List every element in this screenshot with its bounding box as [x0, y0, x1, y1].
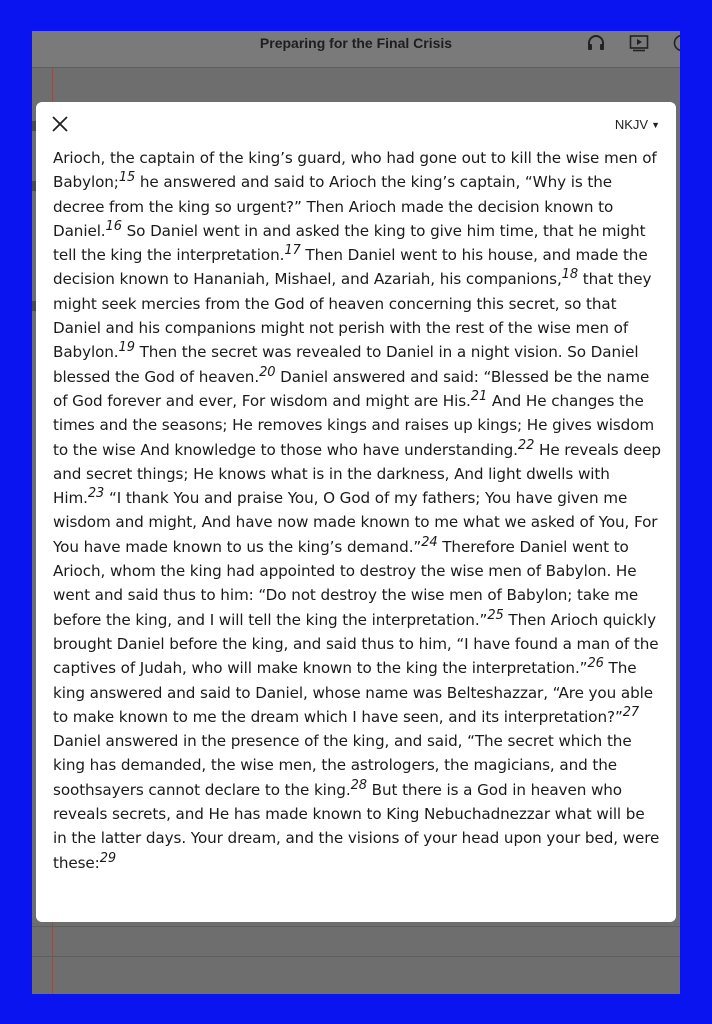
video-play-icon[interactable]	[629, 34, 649, 52]
verse-number: 26	[587, 656, 604, 672]
verse-text: that they might seek mercies from the God of heaven concerning this secret, so that Daniel and his companions might not perish with the rest of the wise men of Babylon.	[53, 270, 652, 362]
scripture-passage	[53, 146, 661, 875]
bible-version-selector[interactable]	[615, 117, 660, 132]
verse-text: So Daniel went in and asked the king to give him time, that he might tell the king the interpretation.	[53, 221, 646, 265]
verse-text: Daniel answered in the presence of the king, and said, “The secret which the king has demanded, the wise men, the astrologers, the magicians, and the soothsayers cannot declare to the king.	[53, 732, 632, 799]
verse-text: “I thank You and praise You, O God of my fathers; You have given me wisdom and might, And have now made known to me what we asked of You, For You have made known to us the king’s demand.”	[53, 489, 658, 556]
divider	[32, 926, 680, 927]
verse-number: 18	[561, 267, 579, 283]
verse-text: But there is a God in heaven who reveals secrets, and He has made known to King Nebuchadnezzar what will be in the latter days. Your dream, and the visions of your head upon your bed, were these:	[53, 780, 660, 872]
verse-number: 23	[87, 486, 105, 502]
verse-text: Arioch, the captain of the king’s guard, who had gone out to kill the wise men of Babylon;	[53, 149, 657, 192]
verse-number: 17	[284, 243, 301, 259]
verse-number: 27	[622, 704, 640, 720]
verse-number: 16	[105, 218, 122, 234]
verse-text: Daniel answered and said: “Blessed be the name of God forever and ever, For wisdom and might are His.	[53, 367, 650, 410]
verse-text: he answered and said to Arioch the king’s captain, “Why is the decree from the king so urgent?” Then Arioch made the decision known to Daniel.	[53, 173, 614, 240]
scripture-popup	[36, 102, 676, 922]
version-label: NKJV	[614, 117, 649, 132]
close-icon[interactable]	[50, 114, 70, 134]
verse-number: 20	[259, 364, 276, 380]
headphones-icon[interactable]	[586, 34, 606, 52]
top-bar	[32, 31, 680, 67]
verse-text: Therefore Daniel went to Arioch, whom the king had appointed to destroy the wise men of Babylon. He went and said thus to him: “Do not destroy the wise men of Babylon; take me before the king, and I will tell the king the interpretation.”	[53, 537, 639, 629]
info-icon[interactable]	[672, 34, 680, 52]
divider	[32, 956, 680, 957]
verse-text: Then the secret was revealed to Daniel in a night vision. So Daniel blessed the God of heaven.	[53, 343, 639, 386]
verse-number: 24	[421, 534, 438, 550]
verse-text: Then Arioch quickly brought Daniel before the king, and said thus to him, “I have found a man of the captives of Judah, who will make known to the king the interpretation.”	[53, 610, 659, 678]
verse-text: Then Daniel went to his house, and made the decision known to Hananiah, Mishael, and Azariah, his companions,	[53, 246, 648, 289]
verse-number: 29	[99, 850, 117, 866]
caret-down-icon: ▼	[651, 120, 660, 130]
page-title: Preparing for the Final Crisis	[259, 35, 453, 51]
verse-number: 19	[118, 340, 135, 356]
verse-number: 15	[118, 170, 136, 186]
verse-number: 22	[517, 437, 535, 453]
verse-text: And He changes the times and the seasons; He removes kings and raises up kings; He gives wisdom to the wise And knowledge to those who have understanding.	[53, 391, 655, 459]
verse-number: 28	[350, 777, 367, 793]
verse-text: He reveals deep and secret things; He knows what is in the darkness, And light dwells with Him.	[53, 440, 661, 508]
divider	[32, 67, 680, 68]
verse-text: The king answered and said to Daniel, whose name was Belteshazzar, “Are you able to make known to me the dream which I have seen, and its interpretation?”	[53, 659, 653, 726]
verse-number: 21	[470, 388, 488, 404]
verse-number: 25	[487, 607, 504, 623]
